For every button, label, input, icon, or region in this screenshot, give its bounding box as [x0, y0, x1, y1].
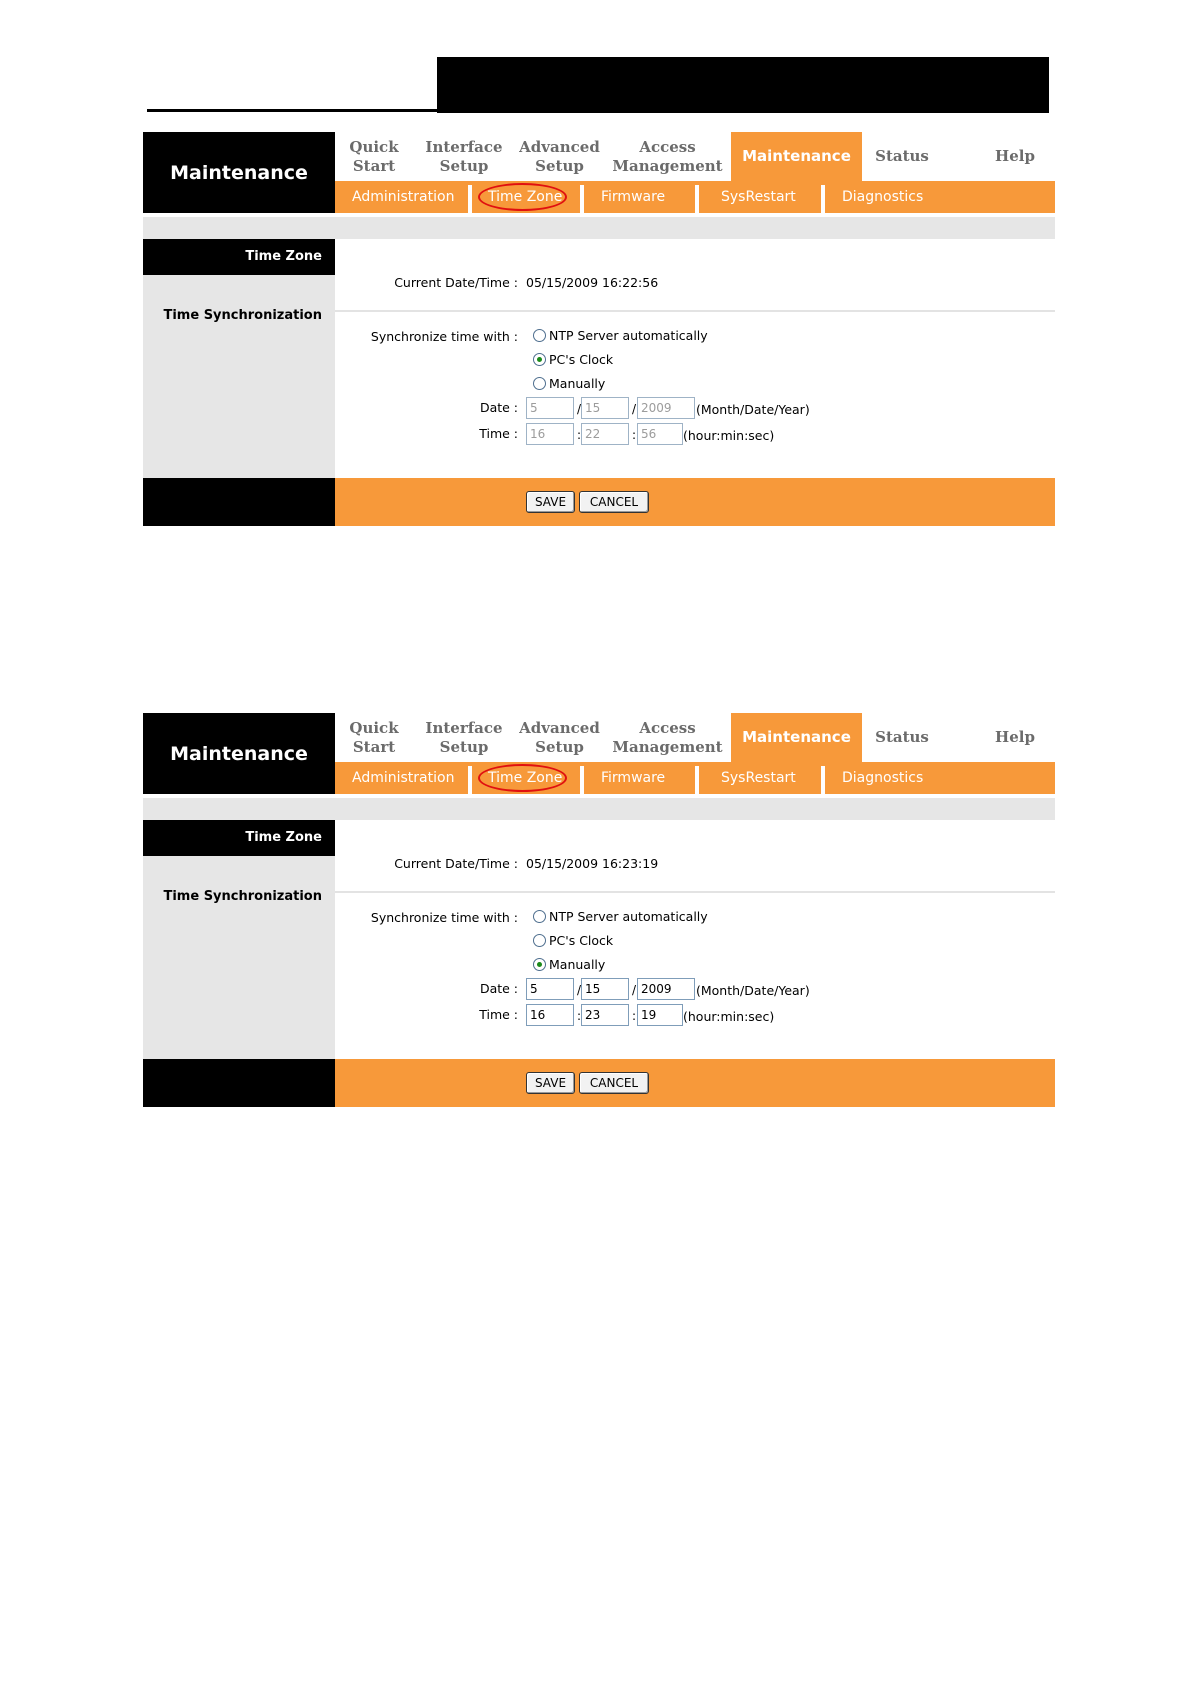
radio-button-icon[interactable] [533, 934, 546, 947]
radio-manually[interactable]: Manually [533, 376, 605, 391]
section-title: Time Zone [143, 239, 335, 275]
document-header-rule [147, 109, 1049, 112]
subnav-separator [468, 185, 472, 213]
nav-help[interactable]: Help [995, 147, 1035, 165]
radio-pc-clock[interactable]: PC's Clock [533, 352, 613, 367]
spacer-strip [143, 217, 1055, 239]
footer-left [143, 478, 335, 526]
nav-interface-setup[interactable]: Interface Setup [425, 719, 503, 756]
nav-status[interactable]: Status [875, 147, 929, 165]
date-format-hint: (Month/Date/Year) [696, 402, 810, 417]
time-label: Time : [479, 426, 518, 441]
date-month-field[interactable]: 5 [526, 978, 574, 1000]
time-separator: : [632, 428, 637, 442]
subnav-time-zone[interactable]: Time Zone [488, 770, 563, 786]
subnav-diagnostics[interactable]: Diagnostics [842, 770, 924, 786]
section-brand: Maintenance [143, 132, 335, 213]
save-button[interactable]: SAVE [526, 491, 575, 513]
settings-panel [335, 820, 1055, 1059]
subnav-separator [695, 185, 699, 213]
date-separator: / [632, 402, 637, 416]
nav-quick-start[interactable]: Quick Start [349, 719, 399, 756]
nav-interface-setup[interactable]: Interface Setup [425, 138, 503, 175]
date-separator: / [577, 983, 582, 997]
subnav-separator [468, 766, 472, 794]
settings-panel [335, 239, 1055, 478]
cancel-button[interactable]: CANCEL [579, 1072, 649, 1094]
radio-pc-clock[interactable]: PC's Clock [533, 933, 613, 948]
current-datetime-label: Current Date/Time : [394, 275, 518, 290]
subnav-separator [580, 766, 584, 794]
nav-access-management[interactable]: Access Management [612, 719, 723, 756]
radio-button-icon[interactable] [533, 910, 546, 923]
time-second-field[interactable]: 19 [637, 1004, 683, 1026]
nav-advanced-setup[interactable]: Advanced Setup [519, 138, 600, 175]
nav-access-management[interactable]: Access Management [612, 138, 723, 175]
radio-button-icon[interactable] [533, 958, 546, 971]
time-hour-field[interactable]: 16 [526, 423, 574, 445]
section-subtitle: Time Synchronization [163, 889, 322, 904]
time-format-hint: (hour:min:sec) [683, 428, 775, 443]
time-separator: : [577, 1009, 582, 1023]
sync-label: Synchronize time with : [370, 910, 518, 925]
cancel-button[interactable]: CANCEL [579, 491, 649, 513]
top-nav [335, 132, 1055, 181]
subnav-separator [821, 185, 825, 213]
subnav-administration[interactable]: Administration [352, 189, 455, 205]
subnav-time-zone[interactable]: Time Zone [488, 189, 563, 205]
top-nav [335, 713, 1055, 762]
radio-button-icon[interactable] [533, 377, 546, 390]
date-label: Date : [479, 400, 518, 415]
date-separator: / [632, 983, 637, 997]
time-label: Time : [479, 1007, 518, 1022]
section-title: Time Zone [143, 820, 335, 856]
current-datetime-label: Current Date/Time : [394, 856, 518, 871]
date-month-field[interactable]: 5 [526, 397, 574, 419]
radio-button-icon[interactable] [533, 329, 546, 342]
time-separator: : [632, 1009, 637, 1023]
radio-manually[interactable]: Manually [533, 957, 605, 972]
time-separator: : [577, 428, 582, 442]
subnav-sysrestart[interactable]: SysRestart [721, 770, 796, 786]
nav-quick-start[interactable]: Quick Start [349, 138, 399, 175]
left-panel [143, 856, 335, 1059]
time-format-hint: (hour:min:sec) [683, 1009, 775, 1024]
subnav-diagnostics[interactable]: Diagnostics [842, 189, 924, 205]
left-panel [143, 275, 335, 478]
divider [335, 310, 1055, 312]
radio-ntp-server[interactable]: NTP Server automatically [533, 328, 708, 343]
current-datetime-value: 05/15/2009 16:23:19 [526, 856, 659, 871]
date-year-field[interactable]: 2009 [637, 978, 695, 1000]
router-screenshot-2 [143, 713, 1055, 1107]
section-brand: Maintenance [143, 713, 335, 794]
time-minute-field[interactable]: 23 [581, 1004, 629, 1026]
router-screenshot-1 [143, 132, 1055, 526]
date-day-field[interactable]: 15 [581, 397, 629, 419]
sync-label: Synchronize time with : [370, 329, 518, 344]
time-minute-field[interactable]: 22 [581, 423, 629, 445]
subnav-sysrestart[interactable]: SysRestart [721, 189, 796, 205]
radio-button-icon[interactable] [533, 353, 546, 366]
sub-nav [335, 762, 1055, 794]
sub-nav [335, 181, 1055, 213]
date-day-field[interactable]: 15 [581, 978, 629, 1000]
subnav-separator [580, 185, 584, 213]
date-year-field[interactable]: 2009 [637, 397, 695, 419]
document-header-bar [437, 57, 1049, 113]
footer-bar [335, 478, 1055, 526]
date-separator: / [577, 402, 582, 416]
nav-maintenance[interactable]: Maintenance [731, 132, 862, 181]
subnav-firmware[interactable]: Firmware [601, 770, 666, 786]
date-label: Date : [479, 981, 518, 996]
nav-help[interactable]: Help [995, 728, 1035, 746]
date-format-hint: (Month/Date/Year) [696, 983, 810, 998]
save-button[interactable]: SAVE [526, 1072, 575, 1094]
nav-maintenance[interactable]: Maintenance [731, 713, 862, 762]
time-second-field[interactable]: 56 [637, 423, 683, 445]
divider [335, 891, 1055, 893]
subnav-separator [695, 766, 699, 794]
subnav-firmware[interactable]: Firmware [601, 189, 666, 205]
footer-left [143, 1059, 335, 1107]
section-subtitle: Time Synchronization [163, 308, 322, 323]
time-hour-field[interactable]: 16 [526, 1004, 574, 1026]
radio-ntp-server[interactable]: NTP Server automatically [533, 909, 708, 924]
nav-status[interactable]: Status [875, 728, 929, 746]
spacer-strip [143, 798, 1055, 820]
footer-bar [335, 1059, 1055, 1107]
subnav-administration[interactable]: Administration [352, 770, 455, 786]
subnav-separator [821, 766, 825, 794]
nav-advanced-setup[interactable]: Advanced Setup [519, 719, 600, 756]
current-datetime-value: 05/15/2009 16:22:56 [526, 275, 659, 290]
